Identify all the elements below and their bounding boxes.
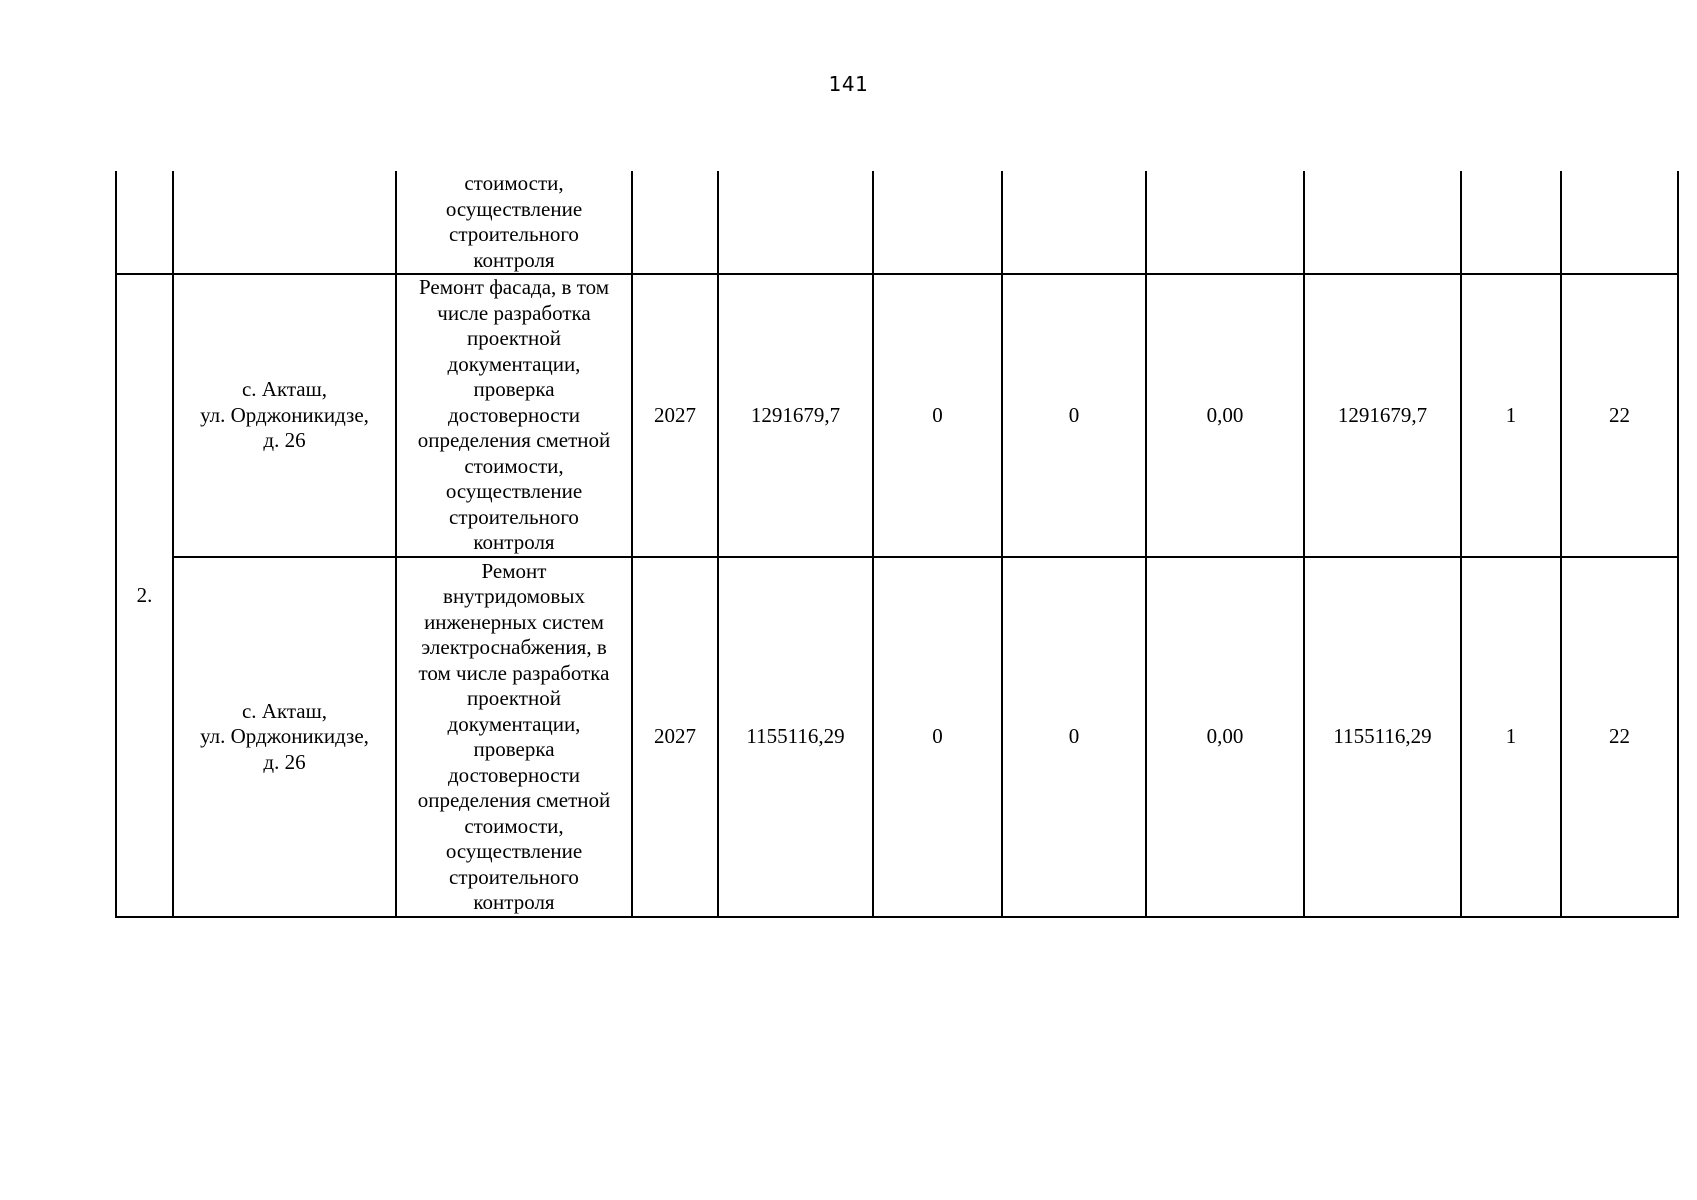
work-line: осуществление	[445, 196, 583, 221]
cell-year: 2027	[632, 274, 718, 557]
work-line: осуществление	[445, 479, 583, 504]
cell-total-cost	[718, 171, 873, 274]
work-line: Ремонт	[481, 558, 547, 583]
cell-work-type	[396, 557, 632, 917]
cell-col-9: 1	[1461, 557, 1561, 917]
address-line: д. 26	[263, 428, 306, 453]
work-line: документации,	[447, 711, 581, 736]
cell-col-7: 0,00	[1146, 274, 1304, 557]
work-line: достоверности	[447, 402, 581, 427]
address-line: ул. Орджоникидзе,	[200, 724, 369, 749]
work-line: числе разработка	[437, 300, 591, 325]
cell-col-8: 1155116,29	[1304, 557, 1461, 917]
cell-col-9	[1461, 171, 1561, 274]
work-line: достоверности	[447, 762, 581, 787]
work-line: контроля	[473, 890, 555, 914]
work-line: внутридомовых	[443, 584, 585, 608]
cell-col-8	[1304, 171, 1461, 274]
cell-col-10	[1561, 171, 1678, 274]
cell-col-6: 0	[1002, 274, 1146, 557]
cell-col-5: 0	[873, 274, 1002, 557]
work-line: строительного	[449, 864, 579, 889]
address-line: с. Акташ,	[241, 377, 328, 402]
cell-col-10: 22	[1561, 274, 1678, 557]
work-line: контроля	[473, 247, 555, 272]
work-line: электроснабжения, в	[421, 635, 607, 659]
cell-address	[173, 557, 396, 917]
cell-address	[173, 171, 396, 274]
cell-col-6	[1002, 171, 1146, 274]
work-line: определения сметной	[417, 788, 611, 812]
work-line: документации,	[447, 351, 581, 376]
capital-repair-table	[115, 171, 1679, 918]
cell-col-10: 22	[1561, 557, 1678, 917]
cell-total-cost: 1291679,7	[718, 274, 873, 557]
cell-total-cost: 1155116,29	[718, 557, 873, 917]
cell-col-7: 0,00	[1146, 557, 1304, 917]
work-line: строительного	[449, 222, 579, 246]
cell-address	[173, 274, 396, 557]
cell-number	[116, 171, 173, 274]
address-line: с. Акташ,	[241, 698, 328, 723]
work-line: осуществление	[445, 839, 583, 863]
work-line: стоимости,	[464, 171, 564, 195]
table-row-continuation	[116, 171, 1678, 274]
work-line: определения сметной	[417, 428, 611, 453]
work-line: проектной	[467, 326, 561, 351]
work-line: стоимости,	[464, 813, 564, 838]
cell-col-5: 0	[873, 557, 1002, 917]
cell-col-7	[1146, 171, 1304, 274]
work-line: том числе разработка	[418, 660, 610, 685]
page-number: 141	[828, 72, 869, 96]
work-line: проверка	[473, 377, 555, 402]
work-line: стоимости,	[464, 453, 564, 478]
table-row	[116, 557, 1678, 917]
cell-year: 2027	[632, 557, 718, 917]
cell-year	[632, 171, 718, 274]
address-line: ул. Орджоникидзе,	[200, 402, 369, 427]
work-line: контроля	[473, 530, 555, 555]
cell-col-5	[873, 171, 1002, 274]
work-line: проверка	[473, 737, 555, 761]
cell-col-8: 1291679,7	[1304, 274, 1461, 557]
work-line: строительного	[449, 504, 579, 529]
cell-work-type	[396, 274, 632, 557]
work-line: проектной	[467, 686, 561, 710]
work-line: Ремонт фасада, в том	[419, 275, 609, 300]
address-line: д. 26	[263, 749, 306, 774]
table-row	[116, 274, 1678, 557]
cell-group-number: 2.	[116, 274, 173, 917]
cell-col-6: 0	[1002, 557, 1146, 917]
cell-col-9: 1	[1461, 274, 1561, 557]
cell-work-type	[396, 171, 632, 274]
work-line: инженерных систем	[424, 609, 604, 634]
